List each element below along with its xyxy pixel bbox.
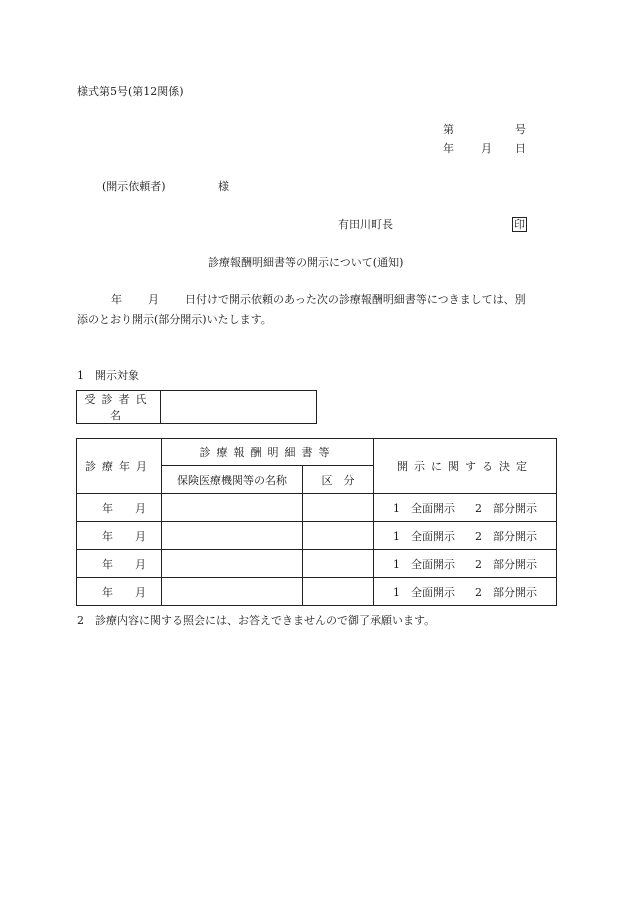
table-row — [77, 522, 557, 550]
header-statement-group: 診療報酬明細書等 — [162, 439, 374, 466]
header-category: 区 分 — [303, 466, 374, 494]
row-category[interactable] — [303, 550, 374, 578]
date-month: 月 — [481, 142, 492, 155]
recipient-honorific: 様 — [218, 180, 229, 193]
row-decision[interactable] — [374, 578, 557, 606]
row-institution-name[interactable] — [162, 522, 303, 550]
disclosure-table — [76, 438, 557, 606]
row-category[interactable] — [303, 578, 374, 606]
section1-heading: 1 開示対象 — [77, 369, 139, 382]
row-decision[interactable] — [374, 522, 557, 550]
body-line1: 日付けで開示依頼のあった次の診療報酬明細書等につきましては、別 — [185, 293, 526, 306]
header-institution-name: 保険医療機関等の名称 — [162, 466, 303, 494]
issuer-title: 有田川町長 — [338, 218, 393, 231]
patient-name-label: 受診者氏名 — [77, 391, 161, 424]
patient-name-field[interactable] — [161, 391, 317, 424]
row-category[interactable] — [303, 522, 374, 550]
option-partial-disclosure: 2 部分開示 — [475, 557, 537, 571]
header-exam-month: 診療年月 — [77, 439, 162, 494]
row-institution-name[interactable] — [162, 494, 303, 522]
row-institution-name[interactable] — [162, 550, 303, 578]
form-label: 様式第5号(第12関係) — [77, 85, 184, 98]
row-decision[interactable] — [374, 550, 557, 578]
body-month: 月 — [148, 293, 159, 306]
body-year: 年 — [111, 293, 122, 306]
row-category[interactable] — [303, 494, 374, 522]
row-decision[interactable] — [374, 494, 557, 522]
header-decision: 開示に関する決定 — [374, 439, 557, 494]
option-partial-disclosure: 2 部分開示 — [475, 585, 537, 599]
seal-mark: 印 — [514, 218, 525, 231]
option-full-disclosure: 1 全面開示 — [393, 585, 455, 599]
section2-note: 2 診療内容に関する照会には、お答えできませんので御了承願います。 — [77, 614, 436, 627]
row-institution-name[interactable] — [162, 578, 303, 606]
row-exam-month[interactable]: 年 月 — [77, 494, 162, 522]
patient-name-table — [76, 390, 317, 424]
document-title: 診療報酬明細書等の開示について(通知) — [208, 256, 404, 269]
number-prefix: 第 — [443, 123, 454, 136]
number-suffix: 号 — [515, 123, 526, 136]
option-full-disclosure: 1 全面開示 — [393, 529, 455, 543]
date-year: 年 — [443, 142, 454, 155]
row-exam-month[interactable]: 年 月 — [77, 522, 162, 550]
table-row — [77, 494, 557, 522]
recipient-name: (開示依頼者) — [102, 180, 166, 193]
date-day: 日 — [515, 142, 526, 155]
option-full-disclosure: 1 全面開示 — [393, 557, 455, 571]
row-exam-month[interactable]: 年 月 — [77, 578, 162, 606]
table-row — [77, 578, 557, 606]
option-partial-disclosure: 2 部分開示 — [475, 529, 537, 543]
row-exam-month[interactable]: 年 月 — [77, 550, 162, 578]
body-line2: 添のとおり開示(部分開示)いたします。 — [77, 313, 272, 326]
option-full-disclosure: 1 全面開示 — [393, 501, 455, 515]
table-row — [77, 550, 557, 578]
option-partial-disclosure: 2 部分開示 — [475, 501, 537, 515]
